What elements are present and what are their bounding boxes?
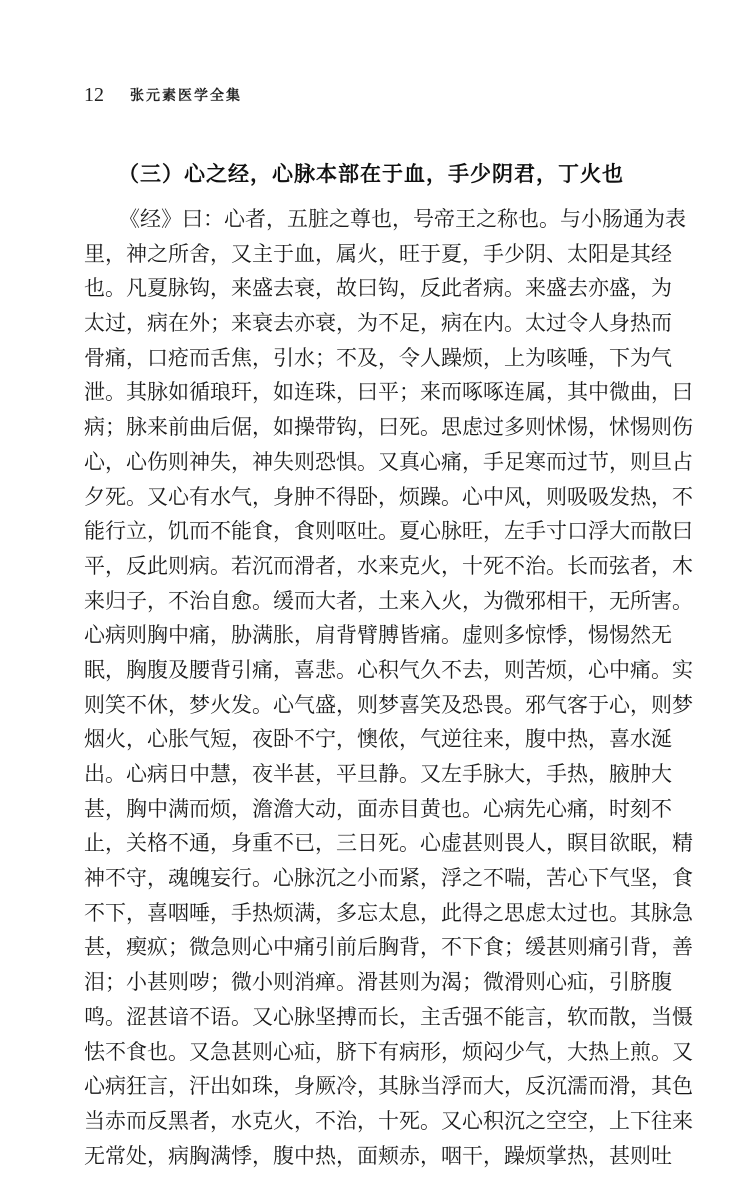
text-line: 出。心病日中慧，夜半甚，平旦静。又左手脉大，手热，腋肿大 bbox=[84, 762, 672, 786]
page-number: 12 bbox=[84, 83, 104, 106]
body-text bbox=[84, 202, 693, 1173]
text-line: 心，心伤则神失，神失则恐惧。又真心痛，手足寒而过节，则旦占 bbox=[84, 449, 693, 474]
text-line: 当赤而反黑者，水克火，不治，十死。又心积沉之空空，上下往来 bbox=[84, 1108, 693, 1133]
text-line: 则笑不休，梦火发。心气盛，则梦喜笑及恐畏。邪气客于心，则梦 bbox=[84, 692, 693, 717]
book-title: 张元素医学全集 bbox=[130, 88, 242, 104]
text-line: 不下，喜咽唾，手热烦满，多忘太息，此得之思虑太过也。其脉急 bbox=[84, 900, 693, 925]
running-header bbox=[84, 80, 242, 110]
text-line: 眠，胸腹及腰背引痛，喜悲。心积气久不去，则苦烦，心中痛。实 bbox=[84, 657, 693, 682]
text-line: 心病狂言，汗出如珠，身厥冷，其脉当浮而大，反沉濡而滑，其色 bbox=[84, 1074, 693, 1099]
text-line: 鸣。涩甚谙不语。又心脉坚搏而长，主舌强不能言，软而散，当慑 bbox=[84, 1004, 693, 1029]
text-line: 也。凡夏脉钩，来盛去衰，故曰钩，反此者病。来盛去亦盛，为 bbox=[84, 276, 672, 301]
text-line: 怯不食也。又急甚则心疝，脐下有病形，烦闷少气，大热上煎。又 bbox=[84, 1039, 693, 1064]
text-line: 来归子，不治自愈。缓而大者，土来入火，为微邪相干，无所害。 bbox=[84, 588, 693, 613]
text-line: 甚，胸中满而烦，澹澹大动，面赤目黄也。心病先心痛，时刻不 bbox=[84, 796, 672, 821]
text-line: 无常处，病胸满悸，腹中热，面颊赤，咽干，躁烦掌热，甚则吐 bbox=[84, 1143, 672, 1168]
text-line: 泄。其脉如循琅玕，如连珠，曰平；来而啄啄连属，其中微曲，曰 bbox=[84, 380, 693, 405]
section-heading: （三）心之经，心脉本部在于血，手少阴君，丁火也 bbox=[118, 162, 624, 186]
text-line: 里，神之所舍，又主于血，属火，旺于夏，手少阴、太阳是其经 bbox=[84, 241, 672, 266]
text-line: 心病则胸中痛，胁满胀，肩背臂膊皆痛。虚则多惊悸，惕惕然无 bbox=[84, 623, 672, 648]
text-line: 骨痛，口疮而舌焦，引水；不及，令人躁烦，上为咳唾，下为气 bbox=[84, 345, 672, 370]
text-line: 能行立，饥而不能食，食则呕吐。夏心脉旺，左手寸口浮大而散曰 bbox=[84, 519, 693, 544]
text-line: 泪；小甚则哕；微小则消瘅。滑甚则为渴；微滑则心疝，引脐腹 bbox=[84, 970, 672, 995]
text-line: 病；脉来前曲后倨，如操带钩，曰死。思虑过多则怵惕，怵惕则伤 bbox=[84, 415, 693, 440]
text-line: 夕死。又心有水气，身肿不得卧，烦躁。心中风，则吸吸发热，不 bbox=[84, 484, 693, 509]
text-line: 平，反此则病。若沉而滑者，水来克火，十死不治。长而弦者，木 bbox=[84, 553, 693, 578]
text-line: 《经》曰：心者，五脏之尊也，号帝王之称也。与小肠通为表 bbox=[119, 207, 686, 231]
text-line: 太过，病在外；来衰去亦衰，为不足，病在内。太过令人身热而 bbox=[84, 311, 672, 336]
text-line: 止，关格不通，身重不已，三日死。心虚甚则畏人，瞑目欲眠，精 bbox=[84, 831, 693, 856]
text-line: 神不守，魂魄妄行。心脉沉之小而紧，浮之不喘，苦心下气坚，食 bbox=[84, 866, 693, 891]
text-line: 甚，瘈疭；微急则心中痛引前后胸背，不下食；缓甚则痛引背，善 bbox=[84, 935, 693, 960]
text-line: 烟火，心胀气短，夜卧不宁，懊侬，气逆往来，腹中热，喜水涎 bbox=[84, 727, 672, 752]
